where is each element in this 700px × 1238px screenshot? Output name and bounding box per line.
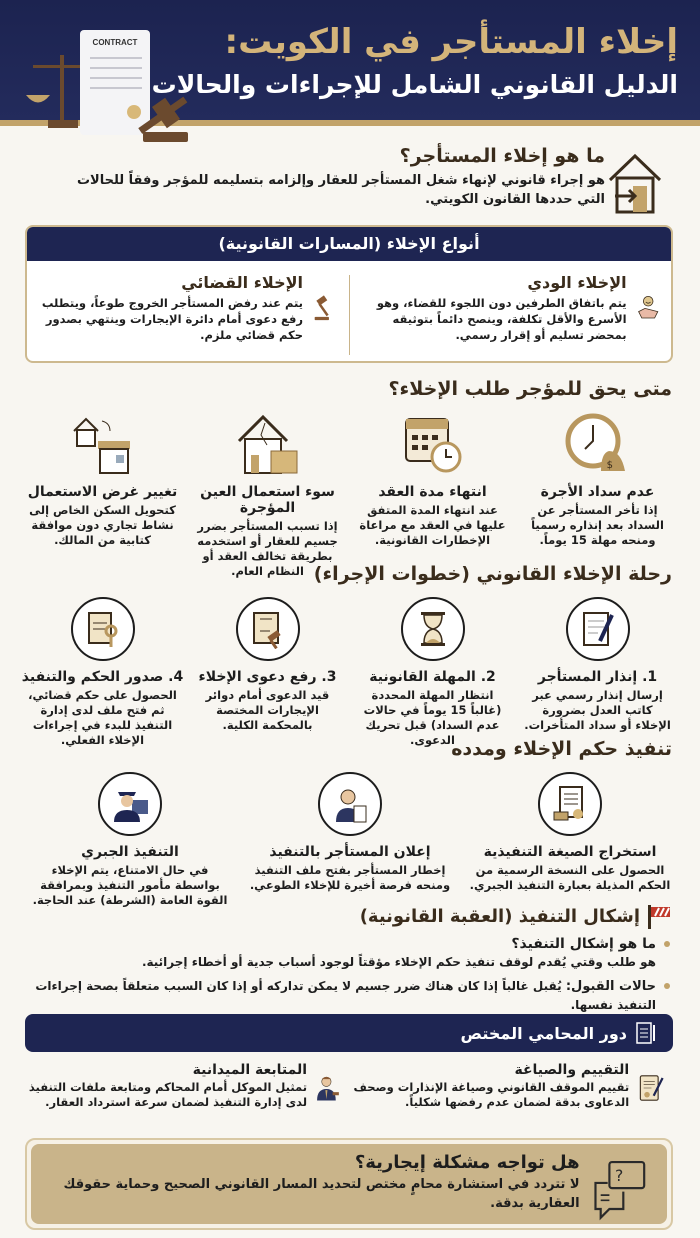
when-item (515, 410, 680, 579)
acceptance-label: حالات القبول: (565, 979, 656, 994)
execution-step (240, 770, 460, 908)
execution-problem-section (22, 903, 672, 1020)
execution-step-text: الحصول على النسخة الرسمية من الحكم المذيلة بعبارة التنفيذ الجبري. (469, 863, 671, 892)
when-item (350, 410, 515, 579)
execution-step-text: إخطار المستأجر بفتح ملف التنفيذ ومنحه فرصة أخيرة للإخلاء الطوعي. (249, 863, 451, 892)
house-exit-icon (605, 150, 665, 215)
type-judicial-title: الإخلاء القضائي (181, 273, 303, 292)
problem-question: ما هو إشكال التنفيذ؟ (511, 936, 656, 952)
scroll-pen-icon (637, 1062, 665, 1114)
journey-steps (20, 595, 680, 748)
what-is-eviction-section (45, 145, 605, 209)
type-judicial-text: يتم عند رفض المستأجر الخروج طوعاً، ويتطلب رفع دعوى أمام دائرة الإيجارات وينتهي بصدور حكم قضائي ملزم. (41, 296, 303, 342)
svg-text:$: $ (606, 460, 613, 471)
lawyer-role-item (349, 1062, 673, 1114)
step-text: انتظار المهلة المحددة (غالباً 15 يوماً في حالات عدم السداد) قبل تحريك الدعوى. (363, 688, 502, 747)
execution-step (20, 770, 240, 908)
step-title: 2. المهلة القانونية (369, 669, 496, 685)
judgment-keys-icon (83, 609, 123, 649)
column-divider (349, 275, 350, 355)
barrier-flag-icon (646, 903, 672, 929)
when-item-title: انتهاء مدة العقد (378, 484, 487, 500)
step-text: إرسال إنذار رسمي عبر كاتب العدل بضرورة الإخلاء أو سداد المتأخرات. (524, 688, 671, 732)
when-item-text: عند انتهاء المدة المتفق عليها في العقد مع مراعاة الإخطارات القانونية. (359, 503, 506, 547)
acceptance-text: يُقبل غالباً إذا كان هناك ضرر جسيم لا يمكن تداركه أو إذا كان السبب متعلقاً بصحة إجراءات التنفيذ نفسها. (35, 979, 656, 1012)
when-item-title: عدم سداد الأجرة (540, 484, 655, 500)
stamped-document-icon (550, 784, 590, 824)
lawyer-gavel-icon (315, 1062, 341, 1114)
page-title: إخلاء المستأجر في الكويت: (224, 22, 678, 62)
when-item (185, 410, 350, 579)
problem-definition-text: هو طلب وقتي يُقدم لوقف تنفيذ حكم الإخلاء مؤقتاً لوجود أسباب جدية أو أخطاء إجرائية. (141, 955, 656, 969)
execution-step-title: استخراج الصيغة التنفيذية (483, 844, 657, 860)
cta-title: هل تواجه مشكلة إيجارية؟ (354, 1152, 580, 1173)
clock-money-icon (565, 411, 631, 477)
cta-text: لا تتردد في استشارة محامٍ مختص لتحديد المسار القانوني الصحيح وحماية حقوقك العقارية بدقة. (63, 1177, 580, 1211)
type-judicial (27, 269, 349, 361)
execution-title: تنفيذ حكم الإخلاء ومدده (451, 738, 672, 760)
contract-gavel-scale-illustration (18, 20, 228, 145)
execution-step-title: التنفيذ الجبري (81, 844, 179, 860)
lawyer-role-text: تقييم الموقف القانوني وصياغة الإنذارات وصحف الدعاوى بدقة لضمان عدم رفضها شكلياً. (353, 1080, 630, 1109)
hourglass-icon (413, 609, 453, 649)
police-officer-truck-icon (110, 784, 150, 824)
journey-step (350, 595, 515, 748)
what-is-eviction-text: هو إجراء قانوني لإنهاء شغل المستأجر للعقار وإلزامه بتسليمه للمؤجر وفقاً للحالات التي حددها القانون الكويتي. (76, 173, 605, 207)
when-item-text: إذا تسبب المستأجر بضرر جسيم للعقار أو استخدمه بطريقة تخالف العقد أو النظام العام. (197, 519, 338, 578)
calendar-clock-icon (400, 411, 466, 477)
eviction-types-title: أنواع الإخلاء (المسارات القانونية) (27, 227, 671, 261)
damaged-house-icon (235, 411, 301, 477)
what-is-eviction-title: ما هو إخلاء المستأجر؟ (399, 145, 605, 167)
step-title: 3. رفع دعوى الإخلاء (198, 669, 337, 685)
when-grid (20, 410, 680, 579)
man-with-notice-icon (330, 784, 370, 824)
lawyer-role-title-text: المتابعة الميدانية (192, 1062, 308, 1078)
execution-problem-title: إشكال التنفيذ (العقبة القانونية) (359, 905, 640, 927)
when-item-title: تغيير غرض الاستعمال (27, 484, 178, 500)
page-subtitle: الدليل القانوني الشامل للإجراءات والحالات (151, 70, 678, 99)
when-item (20, 410, 185, 579)
problem-acceptance-bullet (22, 977, 672, 1014)
type-amicable-title: الإخلاء الودي (527, 273, 627, 292)
lawyer-roles (25, 1062, 673, 1114)
problem-definition-bullet (22, 935, 672, 971)
document-pen-icon (635, 1021, 657, 1045)
execution-step-text: في حال الامتناع، يتم الإخلاء بواسطة مأمور التنفيذ وبمرافقة القوة العامة (الشرطة) عند الحاجة. (32, 863, 228, 907)
step-text: قيد الدعوى أمام دوائر الإيجارات المختصة بالمحكمة الكلية. (205, 688, 330, 732)
lawyer-role-item (25, 1062, 349, 1114)
lawyer-role-text: تمثيل الموكل أمام المحاكم ومتابعة ملفات التنفيذ لدى إدارة التنفيذ لضمان سرعة استرداد العقار. (28, 1080, 308, 1109)
when-item-text: إذا تأخر المستأجر عن السداد بعد إنذاره رسمياً ومنحه مهلة 15 يوماً. (531, 503, 664, 547)
when-item-title: سوء استعمال العين المؤجرة (200, 484, 335, 516)
when-title: متى يحق للمؤجر طلب الإخلاء؟ (388, 378, 672, 400)
journey-step (515, 595, 680, 748)
type-amicable (350, 269, 672, 361)
lawyer-role-title-text: التقييم والصياغة (514, 1062, 630, 1078)
execution-step (460, 770, 680, 908)
svg-text:?: ? (614, 1166, 623, 1186)
journey-step (185, 595, 350, 748)
step-title: 4. صدور الحكم والتنفيذ (21, 669, 184, 685)
gavel-icon (313, 273, 337, 343)
journey-step (20, 595, 185, 748)
consultation-cta-box (25, 1138, 673, 1230)
step-title: 1. إنذار المستأجر (537, 669, 658, 685)
handshake-icon (637, 273, 659, 343)
lawsuit-document-gavel-icon (248, 609, 288, 649)
step-text: الحصول على حكم قضائي، ثم فتح ملف لدى إدارة التنفيذ للبدء في إجراءات الإخلاء الفعلي. (28, 688, 177, 747)
execution-step-title: إعلان المستأجر بالتنفيذ (269, 844, 431, 860)
when-item-text: كتحويل السكن الخاص إلى نشاط تجاري دون موافقة كتابية من المالك. (29, 503, 176, 547)
execution-steps (20, 770, 680, 908)
eviction-types-box (25, 225, 673, 363)
journey-title: رحلة الإخلاء القانوني (خطوات الإجراء) (313, 563, 672, 585)
lawyer-role-bar (25, 1014, 673, 1052)
house-to-shop-icon (70, 411, 136, 477)
document-pen-icon (578, 609, 618, 649)
contract-label: CONTRACT (92, 38, 138, 47)
type-amicable-text: يتم باتفاق الطرفين دون اللجوء للقضاء، وهو الأسرع والأقل تكلفة، وينصح دائماً بتوثيقه بمحضر تسليم أو إقرار رسمي. (376, 296, 627, 342)
lawyer-role-title: دور المحامي المختص (460, 1023, 627, 1043)
chat-question-icon (592, 1152, 649, 1226)
